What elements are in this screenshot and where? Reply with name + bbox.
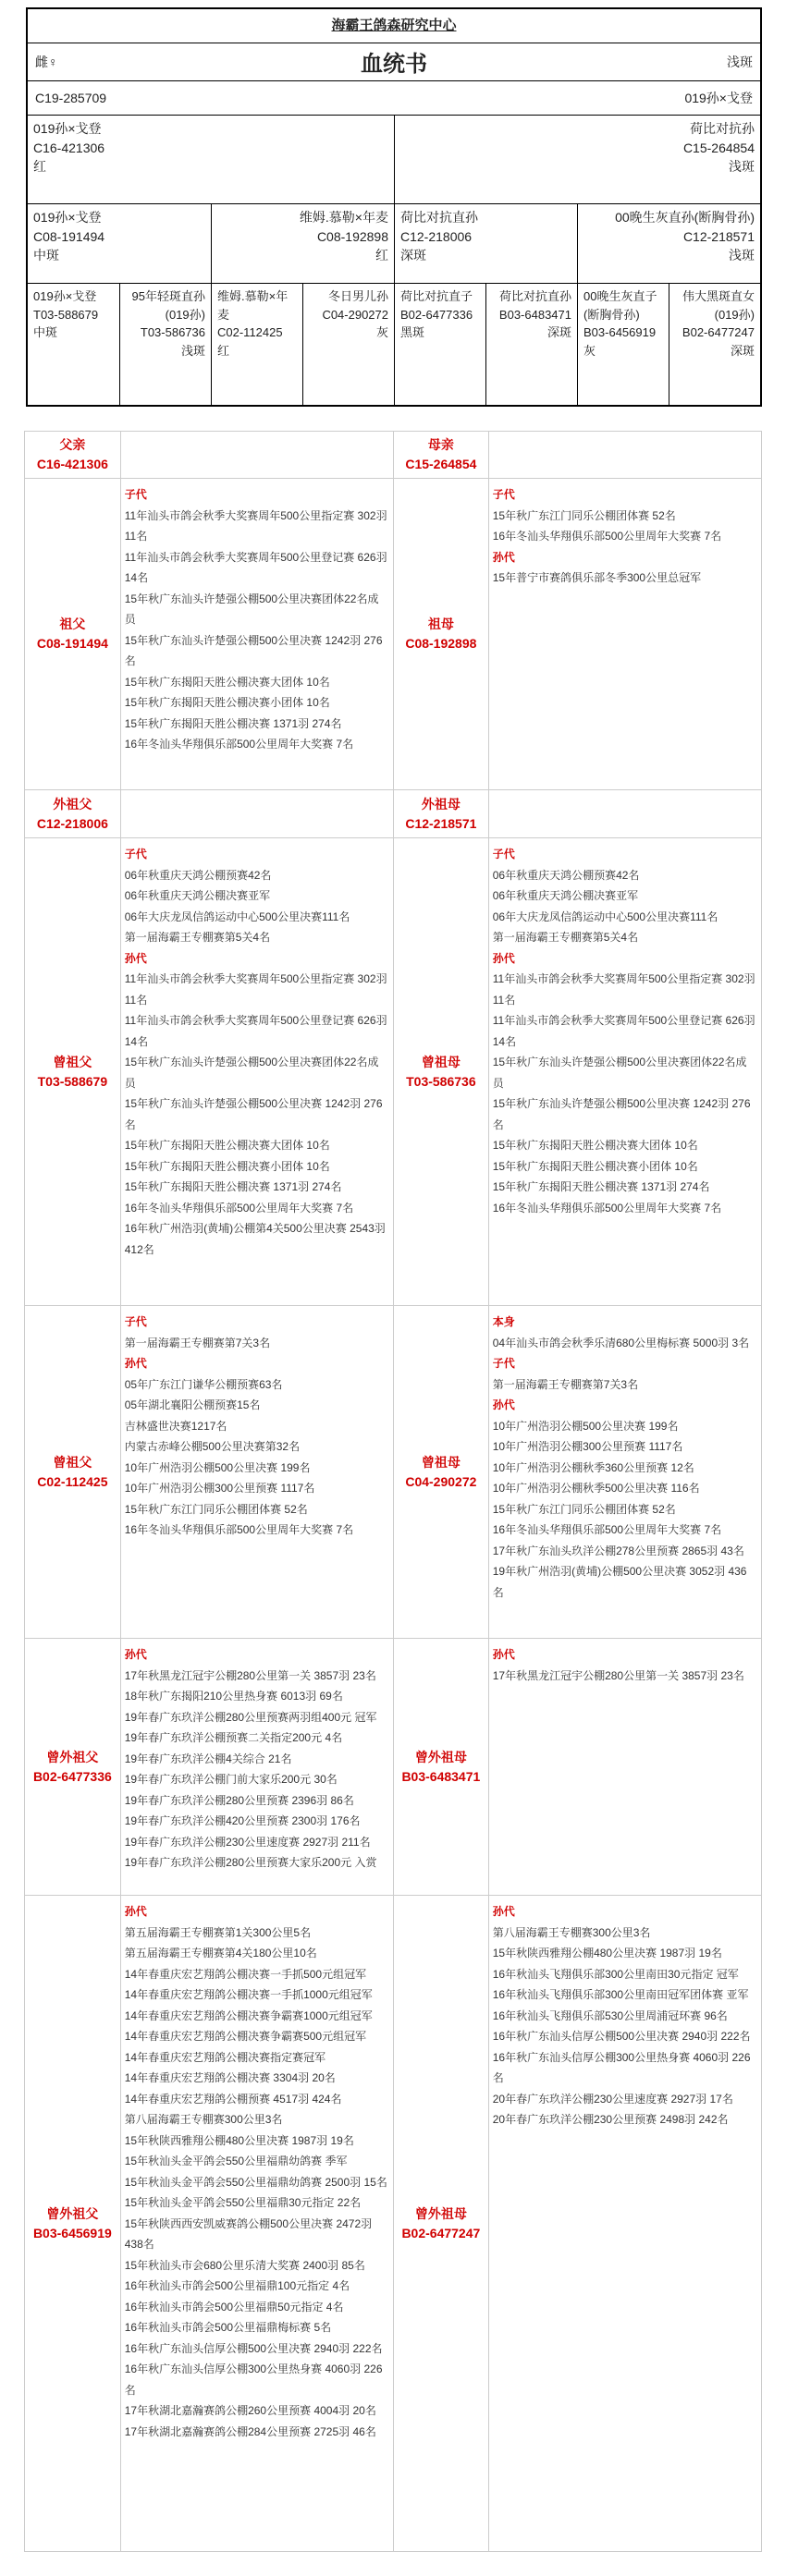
record-line: 15年秋广东揭阳天胜公棚决赛小团体 10名 (124, 1159, 330, 1173)
record-line: 15年秋广东汕头许楚强公棚500公里决赛 1242羽 276名 (124, 633, 383, 667)
g2-records (489, 838, 761, 1305)
record-line: 第一届海霸王专棚赛第7关3名 (124, 1336, 271, 1349)
record-line: 第一届海霸王专棚赛第7关3名 (492, 1377, 639, 1391)
dam-cell (394, 116, 760, 203)
record-line: 16年秋广东汕头信厚公棚500公里决赛 2940羽 222名 (124, 2341, 383, 2355)
g4-ring: C04-290272 (322, 307, 388, 322)
record-line: 第八届海霸王专棚赛300公里3名 (124, 2113, 283, 2126)
ss-label: 祖父 C08-191494 (25, 479, 121, 789)
detail-row-maternal-grand (25, 789, 761, 837)
ss-cell (28, 204, 211, 283)
mother-records (489, 432, 761, 478)
record-line: 16年秋汕头飞翔俱乐部530公里周浦冠环赛 96名 (492, 2008, 728, 2022)
detail-row-parents (25, 432, 761, 478)
record-line: 16年秋汕头飞翔俱乐部300公里南田30元指定 冠军 (492, 1967, 739, 1981)
record-line: 17年秋广东汕头玖洋公棚278公里预赛 2865羽 43名 (492, 1544, 744, 1557)
record-line: 10年广州浩羽公棚500公里决赛 199名 (124, 1460, 311, 1474)
generation-label: 孙代 (492, 951, 515, 965)
record-line: 15年秋汕头金平鸽会550公里福鼎30元指定 22名 (124, 2196, 362, 2209)
record-line: 15年秋广东汕头许楚强公棚500公里决赛 1242羽 276名 (124, 1097, 383, 1131)
g4-cell (302, 284, 394, 405)
record-line: 06年大庆龙凤信鸽运动中心500公里决赛111名 (124, 910, 350, 923)
father-label: 父亲 C16-421306 (25, 432, 121, 478)
record-line: 17年秋黑龙江冠宇公棚280公里第一关 3857羽 23名 (492, 1668, 744, 1682)
record-line: 15年秋广东揭阳天胜公棚决赛 1371羽 274名 (124, 1180, 342, 1193)
g1-label: 曾祖父 T03-588679 (25, 838, 121, 1305)
record-line: 05年广东江门谦华公棚预赛63名 (124, 1377, 283, 1391)
g4-name: 冬日男儿孙 (327, 289, 388, 304)
record-line: 11年汕头市鸽会秋季大奖赛周年500公里登记赛 626羽 14名 (124, 1014, 387, 1048)
document-header (28, 43, 760, 80)
g8-cell (669, 284, 760, 405)
record-line: 17年秋湖北嘉瀚赛鸽公棚284公里预赛 2725羽 46名 (124, 2424, 376, 2438)
g7-ring: B03-6456919 (583, 325, 657, 340)
record-line: 15年秋广东揭阳天胜公棚决赛小团体 10名 (124, 696, 330, 709)
detail-row-g56 (25, 1638, 761, 1895)
detail-row-paternal-grand (25, 478, 761, 789)
g5-label: 曾外祖父 B02-6477336 (25, 1639, 121, 1895)
sd-label: 祖母 C08-192898 (393, 479, 489, 789)
record-line: 15年秋广东汕头许楚强公棚500公里决赛 1242羽 276名 (492, 1097, 751, 1131)
g1-name: 019孙×戈登 (33, 289, 97, 304)
g4-color: 灰 (375, 325, 388, 340)
g8-label: 曾外祖母 B02-6477247 (393, 1896, 489, 2551)
ss-name: 019孙×戈登 (33, 210, 102, 226)
sd-records (489, 479, 761, 789)
generation-label: 孙代 (124, 1357, 147, 1370)
g6-color: 深斑 (547, 325, 571, 340)
record-line: 14年春重庆宏艺翔鸽公棚决赛 3304羽 20名 (124, 2071, 336, 2084)
dd-records (489, 790, 761, 837)
g6-cell (485, 284, 577, 405)
ds-color: 深斑 (400, 247, 426, 262)
ss-ring: C08-191494 (33, 228, 105, 244)
record-line: 16年秋广州浩羽(黄埔)公棚第4关500公里决赛 2543羽 412名 (124, 1222, 386, 1256)
g2-name: 95年轻斑直孙(019孙) (131, 289, 205, 322)
g7-records (121, 1896, 393, 2551)
record-line: 11年汕头市鸽会秋季大奖赛周年500公里登记赛 626羽 14名 (492, 1014, 755, 1048)
record-line: 15年秋广东揭阳天胜公棚决赛 1371羽 274名 (124, 716, 342, 730)
record-line: 14年春重庆宏艺翔鸽公棚决赛争霸赛1000元组冠军 (124, 2008, 373, 2022)
dd-ring: C12-218571 (682, 228, 755, 244)
record-line: 18年秋广东揭阳210公里热身赛 6013羽 69名 (124, 1690, 343, 1703)
record-line: 10年广州浩羽公棚300公里预赛 1117名 (492, 1440, 683, 1453)
record-line: 15年秋陕西雅翔公棚480公里决赛 1987羽 19名 (124, 2133, 354, 2147)
dd-color: 浅斑 (729, 247, 755, 262)
bird-color: 浅斑 (727, 55, 753, 69)
generation-label: 孙代 (492, 1648, 515, 1661)
g3-cell (211, 284, 302, 405)
record-line: 15年秋广东江门同乐公棚团体赛 52名 (124, 1502, 308, 1516)
record-line: 16年秋广东汕头信厚公棚300公里热身赛 4060羽 226名 (124, 2362, 383, 2397)
generation-label: 孙代 (124, 1648, 147, 1661)
g6-records (489, 1639, 761, 1895)
record-line: 第一届海霸王专棚赛第5关4名 (492, 931, 639, 944)
g2-label: 曾祖母 T03-586736 (393, 838, 489, 1305)
ds-records (121, 790, 393, 837)
record-line: 14年春重庆宏艺翔鸽公棚决赛一手抓500元组冠军 (124, 1967, 367, 1981)
detail-row-g34 (25, 1305, 761, 1638)
record-line: 04年汕头市鸽会秋季乐清680公里梅标赛 5000羽 3名 (492, 1336, 750, 1349)
record-line: 16年冬汕头华翔俱乐部500公里周年大奖赛 7名 (124, 1201, 354, 1215)
g2-cell (119, 284, 211, 405)
record-line: 16年冬汕头华翔俱乐部500公里周年大奖赛 7名 (492, 1201, 722, 1215)
detail-row-g78 (25, 1895, 761, 2551)
record-line: 19年春广东玖洋公棚门前大家乐200元 30名 (124, 1773, 338, 1786)
generation-label: 子代 (124, 1315, 147, 1328)
g4-label: 曾祖母 C04-290272 (393, 1306, 489, 1638)
doc-title: 血统书 (361, 52, 427, 77)
record-line: 15年秋广东揭阳天胜公棚决赛小团体 10名 (492, 1159, 698, 1173)
pedigree-table (26, 7, 762, 407)
record-line: 16年秋广东汕头信厚公棚500公里决赛 2940羽 222名 (492, 2030, 751, 2043)
g2-ring: T03-586736 (140, 325, 205, 340)
g3-records (121, 1306, 393, 1638)
ds-label: 外祖父 C12-218006 (25, 790, 121, 837)
record-line: 11年汕头市鸽会秋季大奖赛周年500公里指定赛 302羽 11名 (492, 972, 755, 1007)
record-line: 06年秋重庆天鸿公棚决赛亚军 (124, 889, 271, 902)
dd-name: 00晚生灰直孙(断胸骨孙) (615, 210, 755, 226)
g1-color: 中斑 (33, 325, 58, 340)
record-line: 06年秋重庆天鸿公棚决赛亚军 (492, 889, 639, 902)
record-line: 第五届海霸王专棚赛第1关300公里5名 (124, 1925, 312, 1939)
record-line: 15年秋汕头金平鸽会550公里福鼎幼鸽赛 2500羽 15名 (124, 2175, 387, 2189)
center-title: 海霸王鸽森研究中心 (331, 18, 457, 33)
g2-color: 浅斑 (180, 343, 205, 358)
g1-ring: T03-588679 (33, 307, 99, 322)
generation-label: 本身 (492, 1315, 515, 1328)
g5-records (121, 1639, 393, 1895)
record-line: 11年汕头市鸽会秋季大奖赛周年500公里登记赛 626羽 14名 (124, 550, 387, 584)
record-line: 16年秋汕头市鸽会500公里福鼎梅标赛 5名 (124, 2321, 332, 2334)
g6-name: 荷比对抗直孙 (498, 289, 571, 304)
ds-name: 荷比对抗直孙 (400, 210, 478, 226)
g5-ring: B02-6477336 (400, 307, 473, 322)
record-line: 19年春广东玖洋公棚280公里预赛两羽组400元 冠军 (124, 1710, 377, 1724)
generation-label: 子代 (124, 488, 147, 501)
dd-cell (577, 204, 760, 283)
g7-label: 曾外祖父 B03-6456919 (25, 1896, 121, 2551)
record-line: 15年秋汕头金平鸽会550公里福鼎幼鸽赛 季军 (124, 2155, 348, 2167)
record-line: 15年秋广东揭阳天胜公棚决赛大团体 10名 (492, 1139, 698, 1152)
record-line: 第五届海霸王专棚赛第4关180公里10名 (124, 1947, 317, 1959)
record-line: 15年秋广东揭阳天胜公棚决赛大团体 10名 (124, 1139, 330, 1152)
record-line: 15年秋陕西西安凯威赛鸽公棚500公里决赛 2472羽 438名 (124, 2216, 373, 2251)
g5-color: 黑斑 (400, 325, 425, 340)
ds-ring: C12-218006 (400, 228, 473, 244)
g7-name: 00晚生灰直子(断胸骨孙) (583, 289, 657, 322)
record-line: 19年春广东玖洋公棚280公里预赛 2396羽 86名 (124, 1793, 354, 1807)
record-line: 10年广州浩羽公棚500公里决赛 199名 (492, 1419, 679, 1433)
record-line: 16年秋汕头市鸽会500公里福鼎50元指定 4名 (124, 2300, 344, 2314)
g3-color: 红 (217, 343, 230, 358)
dam-color: 浅斑 (729, 158, 755, 174)
record-line: 19年春广东玖洋公棚预赛二关指定200元 4名 (124, 1731, 343, 1744)
record-line: 14年春重庆宏艺翔鸽公棚预赛 4517羽 424名 (124, 2092, 342, 2106)
record-line: 15年秋陕西雅翔公棚480公里决赛 1987羽 19名 (492, 1947, 722, 1959)
father-records (121, 432, 393, 478)
g7-color: 灰 (583, 343, 596, 358)
sire-color: 红 (33, 158, 46, 174)
record-line: 16年冬汕头华翔俱乐部500公里周年大奖赛 7名 (492, 530, 722, 543)
dam-ring: C15-264854 (682, 140, 755, 155)
sire-cell (28, 116, 394, 203)
record-line: 19年春广东玖洋公棚280公里预赛大家乐200元 入赏 (124, 1856, 377, 1869)
g8-name: 伟大黑斑直女(019孙) (682, 289, 755, 322)
record-line: 16年秋汕头飞翔俱乐部300公里南田冠军团体赛 亚军 (492, 1988, 749, 2001)
record-line: 15年秋广东汕头许楚强公棚500公里决赛团体22名成员 (124, 592, 379, 626)
ring-row (28, 81, 760, 115)
record-line: 14年春重庆宏艺翔鸽公棚决赛指定赛冠军 (124, 2050, 326, 2064)
record-line: 14年春重庆宏艺翔鸽公棚决赛一手抓1000元组冠军 (124, 1988, 373, 2001)
record-line: 吉林盛世决赛1217名 (124, 1419, 227, 1433)
ss-records (121, 479, 393, 789)
sd-ring: C08-192898 (316, 228, 388, 244)
record-line: 16年秋广东汕头信厚公棚300公里热身赛 4060羽 226名 (492, 2050, 751, 2084)
record-line: 15年普宁市赛鸽俱乐部冬季300公里总冠军 (492, 571, 702, 584)
g5-cell (394, 284, 485, 405)
record-line: 第一届海霸王专棚赛第5关4名 (124, 931, 271, 944)
record-line: 06年秋重庆天鸿公棚预赛42名 (124, 868, 272, 882)
record-line: 15年秋广东江门同乐公棚团体赛 52名 (492, 508, 676, 522)
g8-records (489, 1896, 761, 2551)
ds-cell (394, 204, 577, 283)
pairing: 019孙×戈登 (684, 91, 753, 105)
record-line: 15年秋汕头市会680公里乐清大奖赛 2400羽 85名 (124, 2258, 365, 2272)
record-line: 06年秋重庆天鸿公棚预赛42名 (492, 868, 640, 882)
sd-name: 维姆.慕勒×年麦 (299, 210, 388, 226)
dd-label: 外祖母 C12-218571 (393, 790, 489, 837)
record-line: 16年冬汕头华翔俱乐部500公里周年大奖赛 7名 (492, 1523, 722, 1536)
generation-label: 孙代 (492, 550, 515, 564)
g6-label: 曾外祖母 B03-6483471 (393, 1639, 489, 1895)
record-line: 孙代 (492, 1398, 515, 1411)
record-line: 15年秋广东汕头许楚强公棚500公里决赛团体22名成员 (124, 1056, 379, 1090)
sire-ring: C16-421306 (33, 140, 105, 155)
detail-row-g12 (25, 837, 761, 1305)
generation-label: 子代 (492, 848, 515, 861)
record-line: 10年广州浩羽公棚秋季360公里预赛 12名 (492, 1460, 694, 1474)
record-line: 10年广州浩羽公棚秋季500公里决赛 116名 (492, 1482, 700, 1495)
record-line: 16年冬汕头华翔俱乐部500公里周年大奖赛 7名 (124, 1523, 354, 1536)
record-line: 11年汕头市鸽会秋季大奖赛周年500公里指定赛 302羽 11名 (124, 972, 387, 1007)
ring-number: C19-285709 (35, 91, 107, 105)
record-line: 19年秋广州浩羽(黄埔)公棚500公里决赛 3052羽 436名 (492, 1565, 747, 1599)
sex-label: 雌♀ (35, 55, 58, 69)
g5-name: 荷比对抗直子 (400, 289, 473, 304)
ss-color: 中斑 (33, 247, 59, 262)
sire-name: 019孙×戈登 (33, 121, 102, 137)
generation-label: 子代 (492, 488, 515, 501)
record-line: 05年湖北襄阳公棚预赛15名 (124, 1398, 261, 1411)
sd-cell (211, 204, 394, 283)
g3-ring: C02-112425 (217, 325, 283, 340)
record-line: 20年春广东玖洋公棚230公里预赛 2498羽 242名 (492, 2113, 729, 2126)
record-line: 17年秋黑龙江冠宇公棚280公里第一关 3857羽 23名 (124, 1668, 376, 1682)
record-line: 内蒙古赤峰公棚500公里决赛第32名 (124, 1440, 301, 1453)
detail-table (24, 431, 762, 2552)
generation-label: 孙代 (492, 1905, 515, 1918)
record-line: 15年秋广东揭阳天胜公棚决赛大团体 10名 (124, 675, 330, 689)
g8-ring: B02-6477247 (682, 325, 755, 340)
record-line: 19年春广东玖洋公棚4关综合 21名 (124, 1752, 292, 1765)
record-line: 15年秋广东揭阳天胜公棚决赛 1371羽 274名 (492, 1180, 710, 1193)
record-line: 19年春广东玖洋公棚230公里速度赛 2927羽 211名 (124, 1835, 371, 1849)
generation-label: 孙代 (124, 951, 147, 965)
record-line: 17年秋湖北嘉瀚赛鸽公棚260公里预赛 4004羽 20名 (124, 2404, 376, 2417)
generation-label: 孙代 (124, 1905, 147, 1918)
g3-label: 曾祖父 C02-112425 (25, 1306, 121, 1638)
record-line: 11年汕头市鸽会秋季大奖赛周年500公里指定赛 302羽 11名 (124, 508, 387, 543)
record-line: 16年冬汕头华翔俱乐部500公里周年大奖赛 7名 (124, 738, 354, 751)
record-line: 06年大庆龙凤信鸽运动中心500公里决赛111名 (492, 910, 718, 923)
record-line: 第八届海霸王专棚赛300公里3名 (492, 1925, 651, 1939)
sd-color: 红 (375, 247, 388, 262)
g1-cell (28, 284, 119, 405)
generation-label: 子代 (492, 1357, 515, 1370)
g8-color: 深斑 (730, 343, 755, 358)
g4-records (489, 1306, 761, 1638)
record-line: 16年秋汕头市鸽会500公里福鼎100元指定 4名 (124, 2279, 350, 2292)
g3-name: 维姆.慕勒×年麦 (217, 289, 289, 322)
g1-records (121, 838, 393, 1305)
g7-cell (577, 284, 669, 405)
record-line: 19年春广东玖洋公棚420公里预赛 2300羽 176名 (124, 1814, 361, 1827)
record-line: 14年春重庆宏艺翔鸽公棚决赛争霸赛500元组冠军 (124, 2030, 367, 2043)
record-line: 15年秋广东汕头许楚强公棚500公里决赛团体22名成员 (492, 1056, 747, 1090)
record-line: 10年广州浩羽公棚300公里预赛 1117名 (124, 1482, 315, 1495)
record-line: 15年秋广东江门同乐公棚团体赛 52名 (492, 1502, 676, 1516)
mother-label: 母亲 C15-264854 (393, 432, 489, 478)
generation-label: 子代 (124, 848, 147, 861)
g6-ring: B03-6483471 (498, 307, 571, 322)
record-line: 20年春广东玖洋公棚230公里速度赛 2927羽 17名 (492, 2092, 733, 2106)
dam-name: 荷比对抗孙 (690, 121, 755, 137)
